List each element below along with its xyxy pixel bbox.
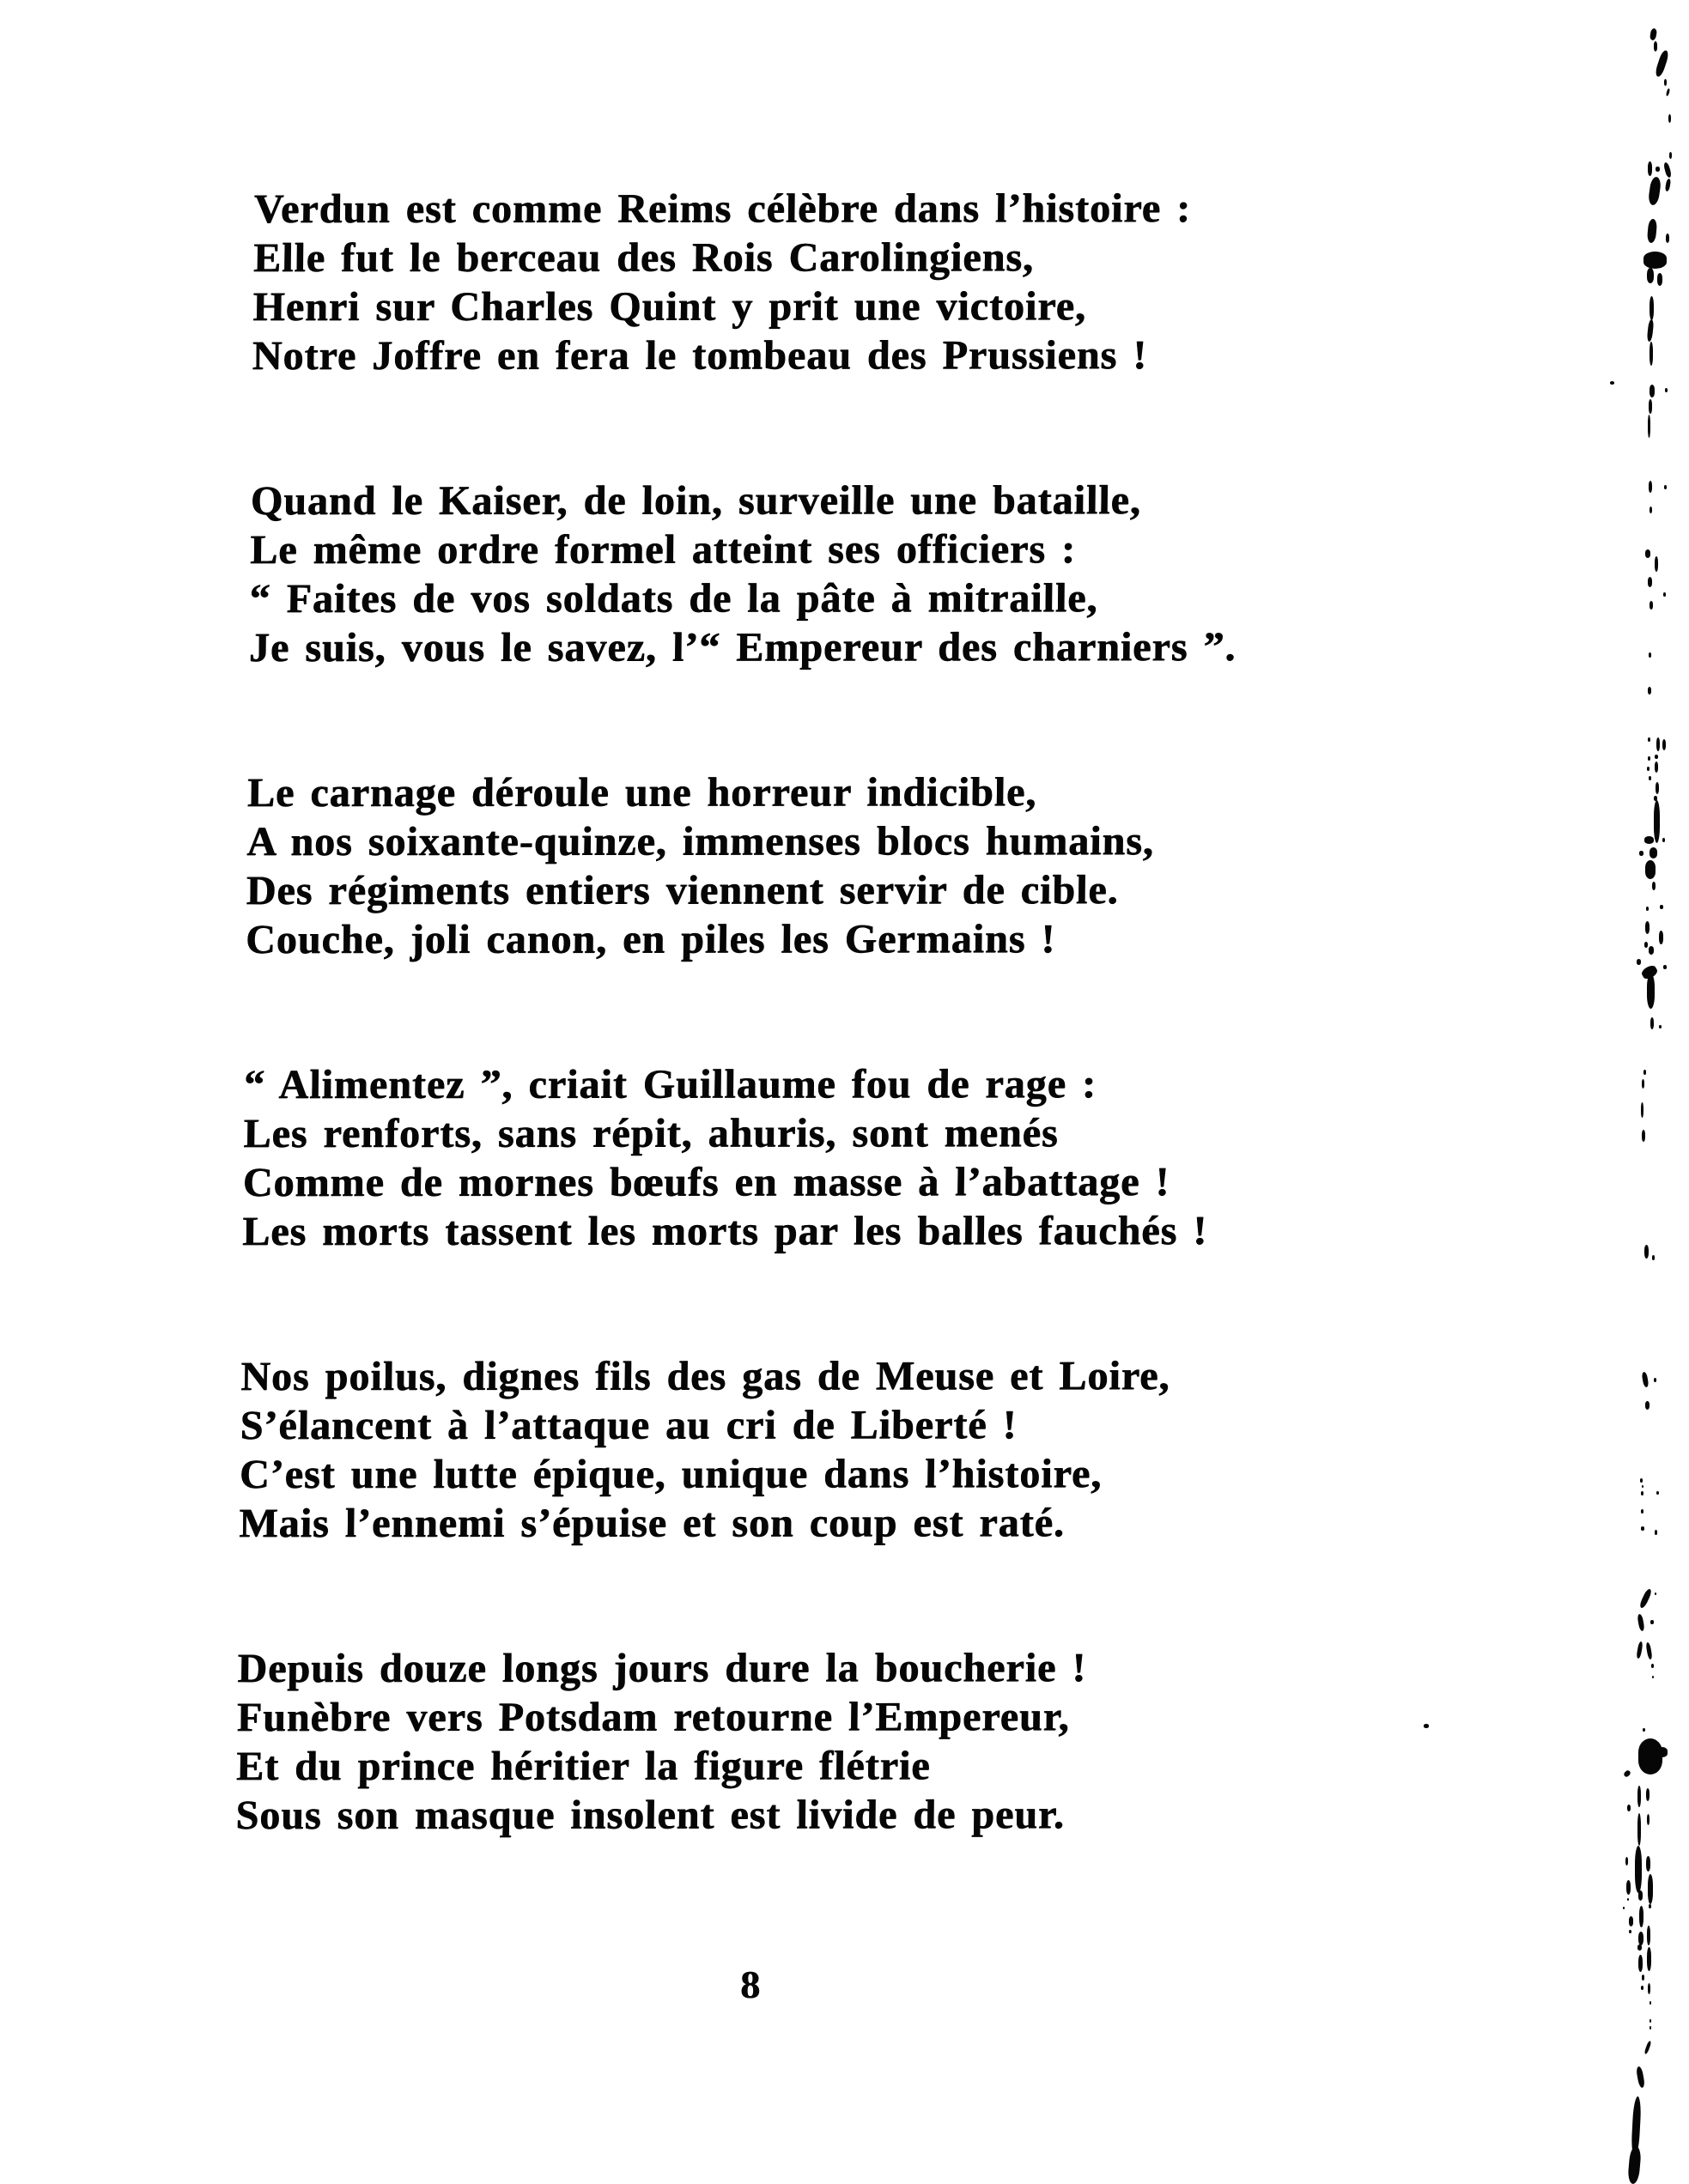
ink-smudge [1662,739,1666,750]
ink-smudge [1648,1874,1653,1904]
ink-smudge [1668,114,1671,123]
ink-smudge [1647,974,1655,1009]
ink-smudge [1638,1588,1652,1610]
ink-smudge [1663,965,1667,969]
ink-smudge [1629,1930,1631,1933]
poem-line: S’élancent à l’attaque au cri de Liberté ! [240,1402,1018,1448]
ink-smudge [1650,847,1657,858]
ink-smudge [1645,549,1650,558]
ink-smudge [1657,1747,1668,1757]
poem-line: Funèbre vers Potsdam retourne l’Empereur, [236,1694,1070,1740]
ink-smudge [1664,79,1667,86]
poem-line: Les renforts, sans répit, ahuris, sont menés [243,1110,1059,1156]
ink-smudge [1647,767,1650,771]
ink-smudge [1650,342,1653,366]
ink-smudge [1646,907,1649,911]
ink-smudge [1654,800,1660,843]
ink-smudge [1639,1906,1643,1927]
ink-smudge [1669,152,1672,159]
ink-smudge [1641,1509,1643,1514]
ink-smudge [1638,1738,1662,1774]
poem-line: Comme de mornes bœufs en masse à l’abattage ! [242,1159,1170,1205]
ink-smudge [1625,1857,1628,1866]
ink-smudge [1643,252,1667,269]
ink-smudge [1623,1907,1625,1909]
ink-smudge [1644,836,1654,844]
ink-smudge [1650,1017,1654,1029]
ink-smudge [1638,1890,1643,1901]
ink-smudge [1638,1955,1643,1972]
stanza-6 [235,1643,1440,1840]
ink-smudge [1666,234,1669,243]
ink-smudge [1637,1786,1641,1807]
poem-line: Henri sur Charles Quint y prit une victoire, [252,283,1087,330]
ink-smudge [1649,1904,1651,1908]
ink-smudge [1645,1642,1652,1660]
ink-smudge [1649,481,1652,493]
ink-smudge [1655,761,1658,773]
ink-smudge [1643,1070,1646,1075]
ink-smudge [1655,1592,1656,1595]
ink-smudge [1648,176,1662,205]
poem-line: Quand le Kaiser, de loin, surveille une bataille, [250,477,1142,524]
ink-smudge [1663,592,1666,597]
ink-smudge [1648,415,1650,438]
ink-smudge [1642,1485,1643,1488]
ink-smudge [1650,296,1654,320]
ink-smudge [1655,755,1658,759]
ink-smudge [1645,1401,1650,1410]
ink-smudge [1657,273,1662,286]
poem-line: Verdun est comme Reims célèbre dans l’histoire : [253,185,1192,232]
ink-smudge [1640,1478,1643,1483]
ink-smudge [1659,931,1663,944]
ink-smudge [1649,652,1651,658]
poem-line: Depuis douze longs jours dure la boucherie ! [237,1645,1087,1691]
poem-line: Couche, joli canon, en piles les Germains ! [245,916,1056,962]
ink-smudge [1640,963,1659,980]
stanza-5 [239,1351,1443,1548]
ink-smudge [1650,1620,1654,1624]
ink-smudge [1654,1378,1656,1382]
page-number: 8 [740,1963,760,2006]
ink-smudge [1652,1255,1655,1260]
ink-smudge [1647,268,1654,283]
stanza-2 [249,476,1454,672]
ink-smudge [1649,399,1652,414]
ink-smudge [1635,1846,1642,1893]
ink-smudge [1656,737,1660,751]
ink-smudge [1649,946,1654,955]
ink-smudge [1644,942,1648,948]
poem-line: Des régiments entiers viennent servir de cible. [246,867,1119,913]
ink-smudge [1631,2096,1642,2157]
poem-line: Les morts tassent les morts par les balles fauchés ! [241,1208,1208,1254]
ink-smudge [1642,1975,1644,1981]
ink-smudge [1639,851,1643,856]
ink-smudge [1629,1916,1633,1926]
poem-line: Mais l’ennemi s’épuise et son coup est raté. [239,1500,1066,1546]
ink-smudge [1656,1491,1659,1495]
ink-smudge [1649,776,1651,780]
ink-smudge [1655,1530,1657,1535]
ink-smudge [1644,1245,1649,1259]
poem-line: Le carnage déroule une horreur indicible, [246,769,1037,816]
poem-line: Notre Joffre en fera le tombeau des Prussiens ! [252,332,1148,379]
ink-smudge [1656,167,1660,172]
ink-smudge [1650,601,1653,610]
ink-smudge [1654,41,1657,52]
ink-smudge [1655,556,1658,572]
ink-smudge [1666,88,1670,96]
ink-smudge [1648,737,1650,742]
ink-smudge [1652,1676,1654,1678]
ink-smudge [1646,1788,1650,1801]
ink-smudge [1651,1664,1654,1668]
ink-smudge [1650,385,1655,397]
ink-smudge [1643,1728,1645,1732]
stanza-3 [246,767,1450,964]
ink-smudge [1648,1983,1650,1994]
ink-smudge [1650,2019,1651,2023]
ink-smudge [1645,921,1650,934]
stanza-1 [252,184,1456,380]
ink-smudge [1647,319,1655,342]
ink-smudge [1664,485,1667,489]
ink-smudge [1652,882,1656,890]
ink-smudge [1641,1372,1649,1388]
ink-smudge [1636,2066,1645,2089]
poem-line: “ Faites de vos soldats de la pâte à mitraille, [249,575,1098,622]
ink-smudge [1650,2001,1651,2005]
ink-smudge [1663,162,1672,179]
ink-smudge [1636,1641,1643,1659]
ink-smudge [1647,1814,1650,1825]
ink-smudge [1654,49,1669,77]
poem-text-block [234,184,1456,1936]
ink-smudge [1627,1898,1629,1901]
ink-smudge [1610,381,1614,385]
poem-line: Nos poilus, dignes fils des gas de Meuse et Loire, [240,1353,1170,1399]
ink-smudge [1647,219,1657,244]
poem-line: A nos soixante-quinze, immenses blocs humains, [246,818,1155,864]
poem-line: Le même ordre formel atteint ses officiers : [249,526,1077,573]
ink-smudge [1626,1880,1631,1895]
ink-smudge [1656,782,1659,794]
ink-smudge [1665,179,1672,192]
ink-smudge [1647,1947,1651,1971]
ink-smudge [1660,905,1663,909]
ink-smudge [1650,2026,1651,2029]
poem-line: Je suis, vous le savez, l’“ Empereur des charniers ”. [248,623,1236,670]
ink-smudge [1645,860,1656,879]
ink-smudge [1647,1926,1650,1945]
ink-smudge [1643,2041,1651,2054]
ink-smudge [1638,1932,1643,1945]
ink-smudge [1662,838,1665,842]
ink-smudge [1623,1769,1631,1778]
ink-smudge [1648,161,1652,176]
ink-smudge [1627,1805,1631,1811]
ink-smudge [1648,577,1652,587]
ink-smudge [1650,27,1657,40]
poem-line: “ Alimentez ”, criait Guillaume fou de rage : [243,1061,1097,1107]
ink-smudge [1627,2146,1642,2184]
ink-smudge [1642,1130,1645,1142]
ink-smudge [1648,756,1650,761]
ink-smudge [1641,1491,1643,1495]
ink-smudge [1637,1614,1644,1632]
poem-line: C’est une lutte épique, unique dans l’histoire, [239,1451,1103,1497]
ink-smudge [1641,1526,1644,1531]
ink-smudge [1637,1944,1642,1950]
ink-smudge [1665,388,1668,392]
ink-smudge [1641,1986,1643,1990]
ink-smudge [1650,507,1652,513]
ink-smudge [1648,687,1651,695]
poem-line: Elle fut le berceau des Rois Carolingiens, [252,234,1035,281]
ink-smudge [1642,1079,1644,1089]
ink-smudge [1637,1813,1641,1846]
poem-line: Sous son masque insolent est livide de peur. [235,1792,1066,1838]
ink-smudge [1646,1856,1650,1872]
ink-smudge [1659,1025,1662,1028]
poem-line: Et du prince héritier la figure flétrie [235,1743,931,1789]
ink-smudge [1637,959,1641,965]
ink-smudge [1654,796,1657,801]
stanza-4 [242,1059,1447,1256]
ink-smudge [1641,1102,1643,1118]
